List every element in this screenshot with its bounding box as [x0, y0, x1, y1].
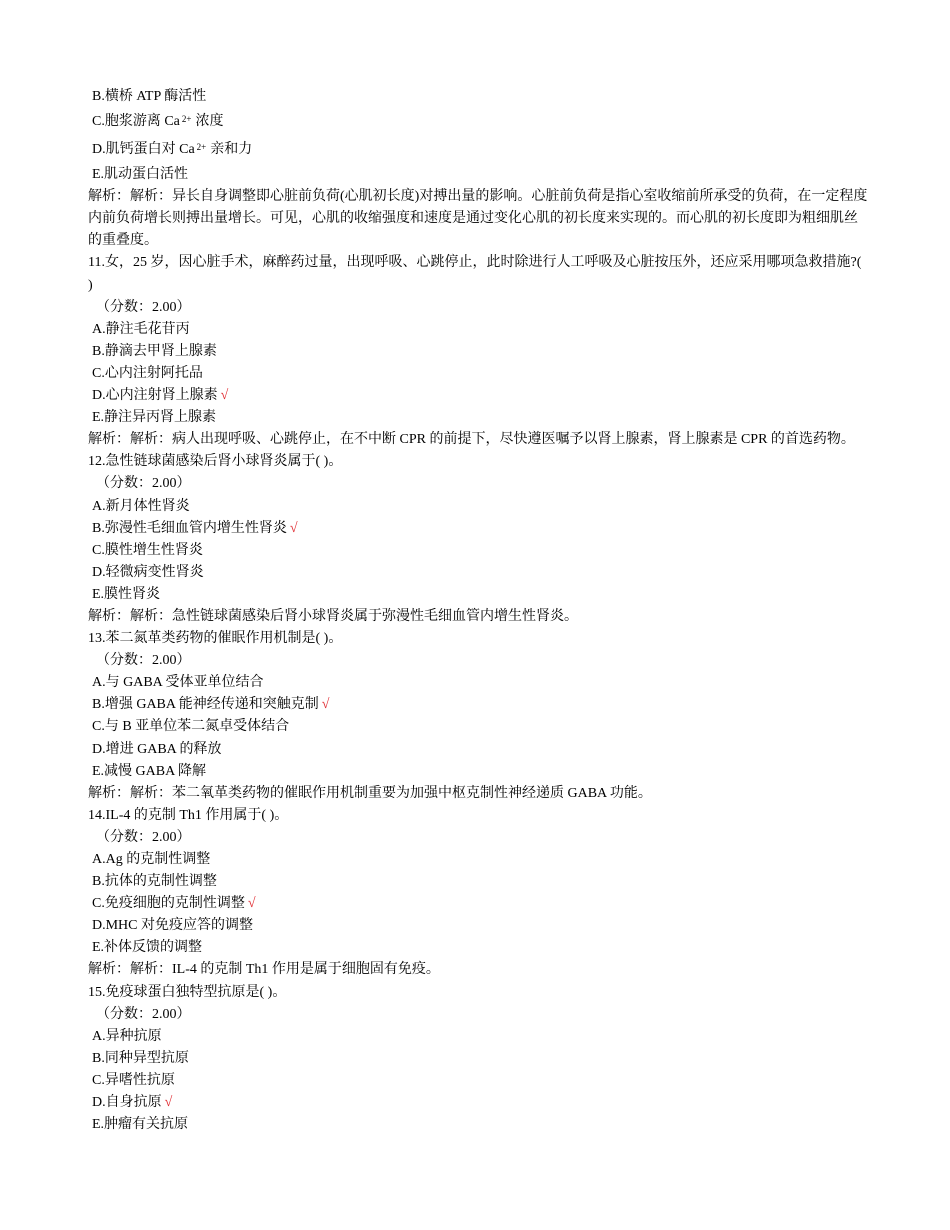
option-e: E.肌动蛋白活性 [92, 167, 189, 183]
option-text: E.肿瘤有关抗原 [92, 1117, 189, 1133]
answer-option [88, 1026, 868, 1048]
option-text: D.轻微病变性肾炎 [92, 564, 204, 580]
correct-check-icon: √ [164, 1095, 173, 1111]
option-text: A.Ag 的克制性调整 [92, 852, 211, 867]
question-stem: 12.急性链球菌感染后肾小球肾炎属于( )。 [88, 454, 343, 470]
answer-option [88, 694, 868, 716]
option-text: D.心内注射肾上腺素 [92, 388, 218, 404]
analysis-text: 解析：解析：IL-4 的克制 Th1 作用是属于细胞固有免疫。 [88, 962, 440, 978]
answer-option [88, 761, 868, 783]
answer-option [88, 937, 868, 959]
answer-option [88, 716, 868, 738]
answer-option [88, 849, 868, 871]
option-text: B.静滴去甲肾上腺素 [92, 343, 217, 359]
correct-check-icon: √ [289, 520, 298, 536]
option-text: D.MHC 对免疫应答的调整 [92, 918, 254, 934]
analysis-text: 解析：解析：病人出现呼吸、心跳停止，在不中断 CPR 的前提下，尽快遵医嘱予以肾上腺素，肾上腺素是 CPR 的首选药物。 [88, 432, 855, 448]
answer-option [88, 1070, 868, 1092]
correct-check-icon: √ [321, 697, 330, 713]
answer-option [88, 871, 868, 893]
correct-check-icon: √ [247, 896, 256, 912]
option-c-text: C.胞浆游离 Ca [92, 114, 180, 130]
question-stem: 11.女，25 岁，因心脏手术，麻醉药过量，出现呼吸、心跳停止，此时除进行人工呼吸及心脏按压外，还应采用哪项急救措施?( ) [88, 255, 862, 293]
analysis-text: 解析：解析：苯二氧革类药物的催眠作用机制重要为加强中枢克制性神经递质 GABA 功能。 [88, 785, 652, 801]
question-score: （分数：2.00） [96, 653, 191, 669]
option-d-text: D.肌钙蛋白对 Ca [92, 142, 195, 158]
option-text: C.与 B 亚单位苯二氮卓受体结合 [92, 719, 290, 735]
question-stem: 14.IL-4 的克制 Th1 作用属于( )。 [88, 807, 289, 823]
option-text: E.减慢 GABA 降解 [92, 763, 206, 779]
option-text: A.静注毛花苷丙 [92, 321, 190, 337]
question-score: （分数：2.00） [96, 476, 191, 492]
question-stem: 15.免疫球蛋白独特型抗原是( )。 [88, 984, 287, 1000]
option-text: C.心内注射阿托品 [92, 365, 203, 381]
option-text: C.膜性增生性肾炎 [92, 542, 203, 558]
option-text: B.增强 GABA 能神经传递和突触克制 [92, 697, 319, 713]
answer-option [88, 1048, 868, 1070]
answer-option [88, 319, 868, 341]
answer-option [88, 341, 868, 363]
answer-option [88, 518, 868, 540]
answer-option [88, 672, 868, 694]
option-text: B.抗体的克制性调整 [92, 874, 217, 890]
answer-option [88, 893, 868, 915]
option-d [88, 136, 868, 164]
question-block [88, 252, 868, 451]
option-c [88, 108, 868, 136]
answer-option [88, 407, 868, 429]
question-stem: 13.苯二氮革类药物的催眠作用机制是( )。 [88, 631, 343, 647]
question-list [88, 252, 868, 1136]
analysis-text: 解析：解析：急性链球菌感染后肾小球肾炎属于弥漫性毛细血管内增生性肾炎。 [88, 608, 578, 624]
superscript: 2+ [181, 114, 192, 125]
option-text: C.免疫细胞的克制性调整 [92, 896, 245, 912]
option-text: B.弥漫性毛细血管内增生性肾炎 [92, 520, 287, 536]
answer-option [88, 1092, 868, 1114]
option-text: B.同种异型抗原 [92, 1050, 189, 1066]
question-block [88, 805, 868, 982]
answer-option [88, 363, 868, 385]
answer-option [88, 496, 868, 518]
question-block [88, 982, 868, 1137]
option-text: C.异嗜性抗原 [92, 1072, 175, 1088]
answer-option [88, 540, 868, 562]
analysis-text: 解析：解析：异长自身调整即心脏前负荷(心肌初长度)对搏出量的影响。心脏前负荷是指心室收缩前所承受的负荷，在一定程度内前负荷增长则搏出量增长。可见，心肌的收缩强度和速度是通过变化心肌的初长度来实现的。而心肌的初长度即为粗细肌丝的重叠度。 [88, 189, 868, 249]
answer-option [88, 562, 868, 584]
question-score: （分数：2.00） [96, 1006, 191, 1022]
question-block [88, 628, 868, 805]
option-text: E.膜性肾炎 [92, 586, 161, 602]
option-c-suffix: 浓度 [195, 114, 224, 130]
answer-option [88, 915, 868, 937]
document-page [88, 86, 868, 1136]
option-d-suffix: 亲和力 [210, 142, 253, 158]
answer-option [88, 584, 868, 606]
option-text: D.增进 GABA 的释放 [92, 741, 222, 757]
option-text: A.新月体性肾炎 [92, 498, 190, 514]
option-b: B.横桥 ATP 酶活性 [92, 89, 207, 104]
question-block [88, 451, 868, 628]
option-text: E.补体反馈的调整 [92, 940, 203, 956]
superscript: 2+ [196, 142, 207, 153]
option-text: E.静注异丙肾上腺素 [92, 410, 217, 426]
correct-check-icon: √ [220, 388, 229, 404]
answer-option [88, 739, 868, 761]
question-score: （分数：2.00） [96, 829, 191, 845]
option-text: D.自身抗原 [92, 1095, 162, 1111]
option-text: A.与 GABA 受体亚单位结合 [92, 675, 264, 691]
question-score: （分数：2.00） [96, 299, 191, 315]
answer-option [88, 385, 868, 407]
option-text: A.异种抗原 [92, 1028, 162, 1044]
answer-option [88, 1114, 868, 1136]
